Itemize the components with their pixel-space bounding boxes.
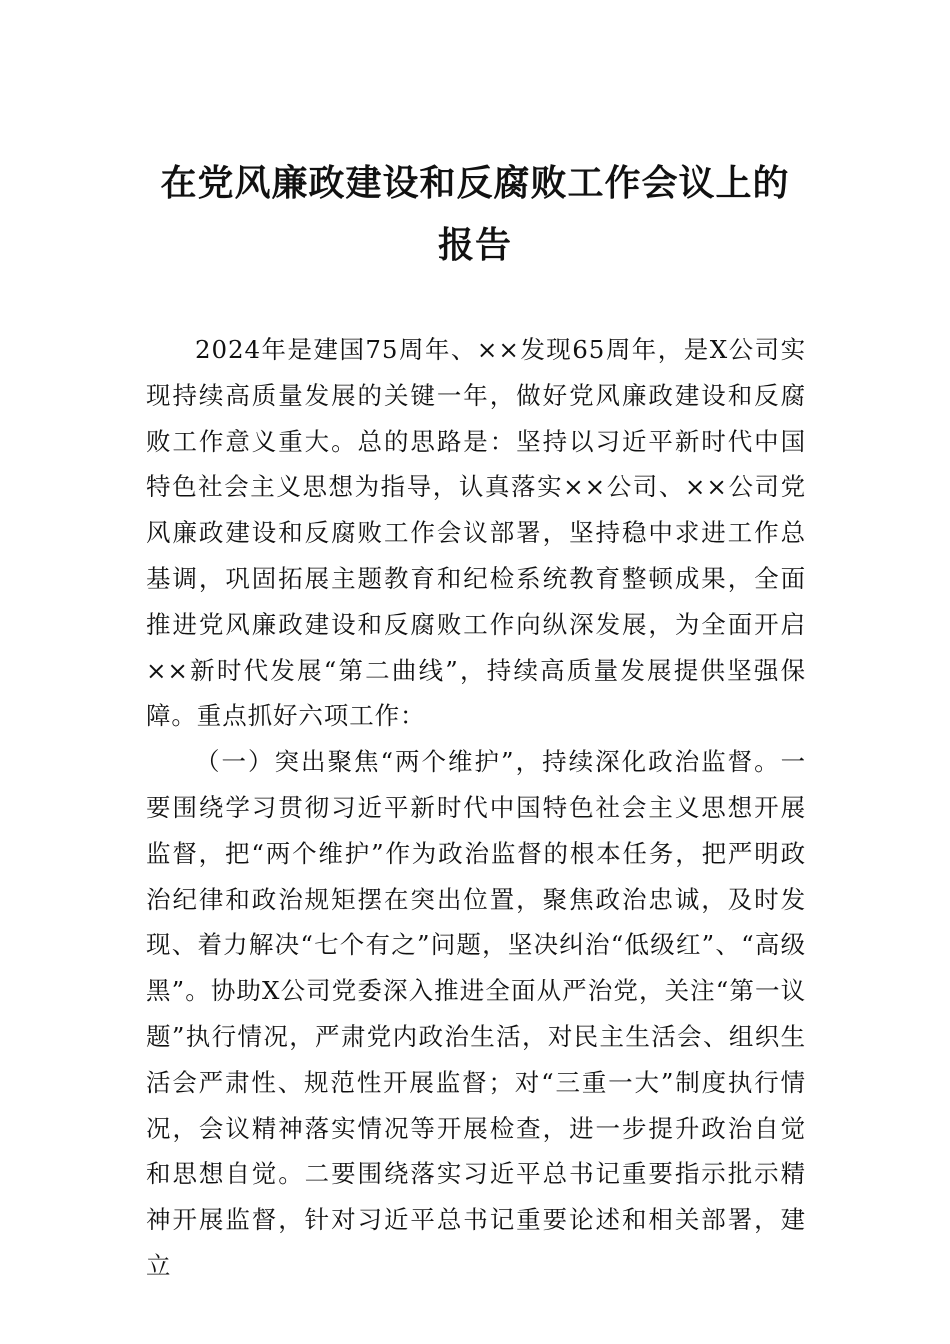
document-title: 在党风廉政建设和反腐败工作会议上的报告 bbox=[160, 162, 790, 266]
section-one-paragraph: （一）突出聚焦“两个维护”，持续深化政治监督。一要围绕学习贯彻习近平新时代中国特色社会主义思想开展监督，把“两个维护”作为政治监督的根本任务，把严明政治纪律和政治规矩摆在突出位置，聚焦政治忠诚，及时发现、着力解决“七个有之”问题，坚决纠治“低级红”、“高级黑”。协助X公司党委深入推进全面从严治党，关注“第一议题”执行情况，严肃党内政治生活，对民主生活会、组织生活会严肃性、规范性开展监督；对“三重一大”制度执行情况，会议精神落实情况等开展检查，进一步提升政治自觉和思想自觉。二要围绕落实习近平总书记重要指示批示精神开展监督，针对习近平总书记重要论述和相关部署，建立 bbox=[146, 747, 806, 1280]
document-body bbox=[146, 327, 806, 1289]
intro-paragraph: 2024年是建国75周年、××发现65周年，是X公司实现持续高质量发展的关键一年，做好党风廉政建设和反腐败工作意义重大。总的思路是：坚持以习近平新时代中国特色社会主义思想为指导，认真落实××公司、××公司党风廉政建设和反腐败工作会议部署，坚持稳中求进工作总基调，巩固拓展主题教育和纪检系统教育整顿成果，全面推进党风廉政建设和反腐败工作向纵深发展，为全面开启××新时代发展“第二曲线”，持续高质量发展提供坚强保障。重点抓好六项工作： bbox=[146, 335, 806, 731]
